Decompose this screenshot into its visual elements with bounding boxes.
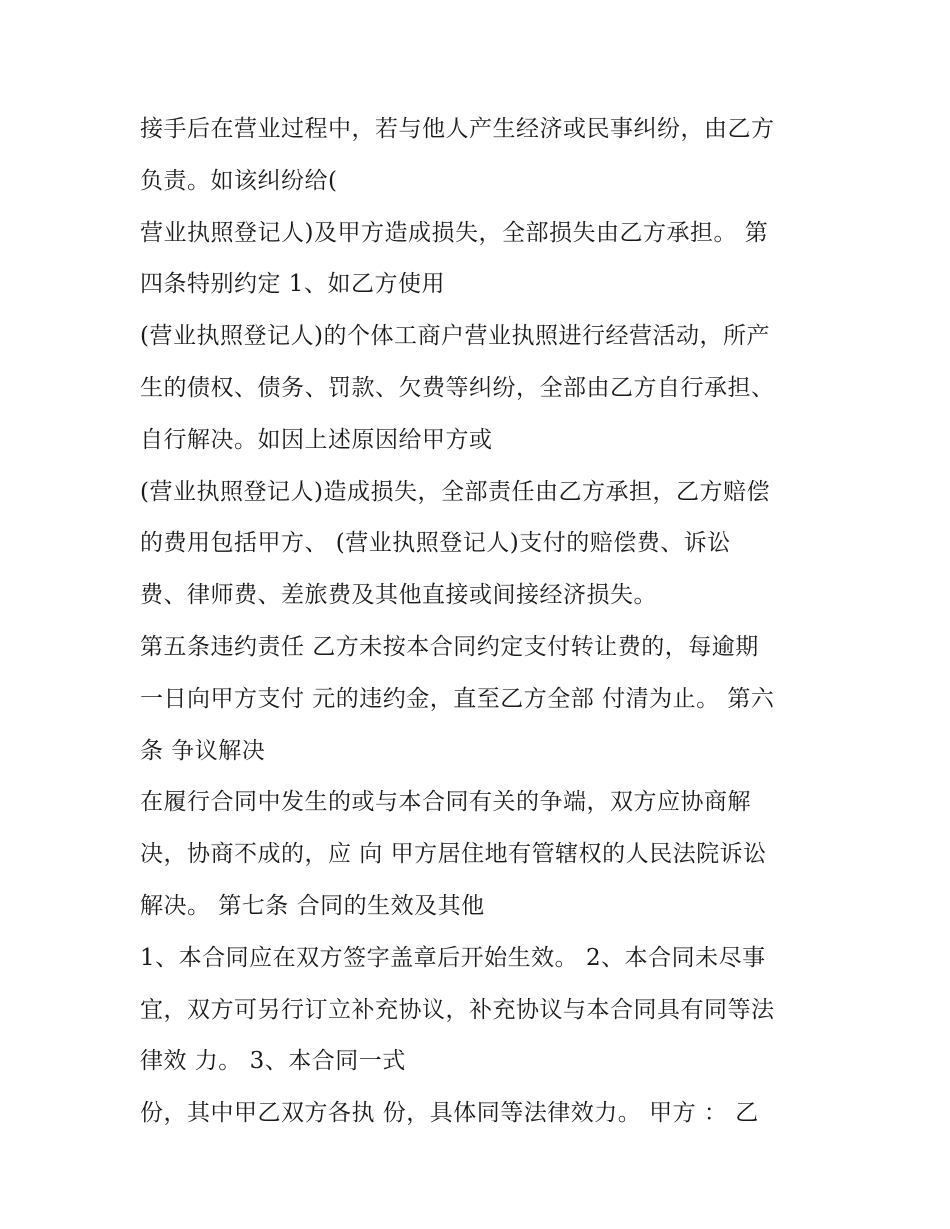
text-line: 宜，双方可另行订立补充协议，补充协议与本合同具有同等法 bbox=[140, 996, 775, 1023]
text-line: 条 争议解决 bbox=[140, 737, 266, 764]
text-line: 自行解决。如因上述原因给甲方或 bbox=[140, 426, 493, 453]
text-line: (营业执照登记人)的个体工商户营业执照进行经营活动，所产 bbox=[140, 323, 770, 350]
text-line: 四条特别约定 1、如乙方使用 bbox=[140, 271, 445, 298]
text-line: 解决。 第七条 合同的生效及其他 bbox=[140, 892, 485, 919]
text-line: 第五条违约责任 乙方未按本合同约定支付转让费的，每逾期 bbox=[140, 633, 759, 660]
text-line: 生的债权、债务、罚款、欠费等纠纷，全部由乙方自行承担、 bbox=[140, 374, 775, 401]
text-line: 的费用包括甲方、 (营业执照登记人)支付的赔偿费、诉讼 bbox=[140, 530, 731, 557]
text-line: 营业执照登记人)及甲方造成损失，全部损失由乙方承担。 第 bbox=[140, 219, 769, 246]
contract-text bbox=[140, 104, 820, 1140]
text-line: 1、本合同应在双方签字盖章后开始生效。 2、本合同未尽事 bbox=[140, 944, 766, 971]
text-line: 负责。如该纠纷给( bbox=[140, 167, 338, 194]
text-line: 律效 力。 3、本合同一式 bbox=[140, 1048, 406, 1075]
text-line: 费、律师费、差旅费及其他直接或间接经济损失。 bbox=[140, 582, 657, 609]
text-line: 一日向甲方支付 元的违约金，直至乙方全部 付清为止。 第六 bbox=[140, 685, 775, 712]
text-line: 份，其中甲乙双方各执 份，具体同等法律效力。 甲方 ： 乙 bbox=[140, 1100, 759, 1127]
text-line: 在履行合同中发生的或与本合同有关的争端，双方应协商解 bbox=[140, 789, 751, 816]
text-line: 决，协商不成的，应 向 甲方居住地有管辖权的人民法院诉讼 bbox=[140, 841, 767, 868]
text-line: 接手后在营业过程中，若与他人产生经济或民事纠纷，由乙方 bbox=[140, 116, 775, 142]
text-line: (营业执照登记人)造成损失，全部责任由乙方承担，乙方赔偿 bbox=[140, 478, 770, 505]
